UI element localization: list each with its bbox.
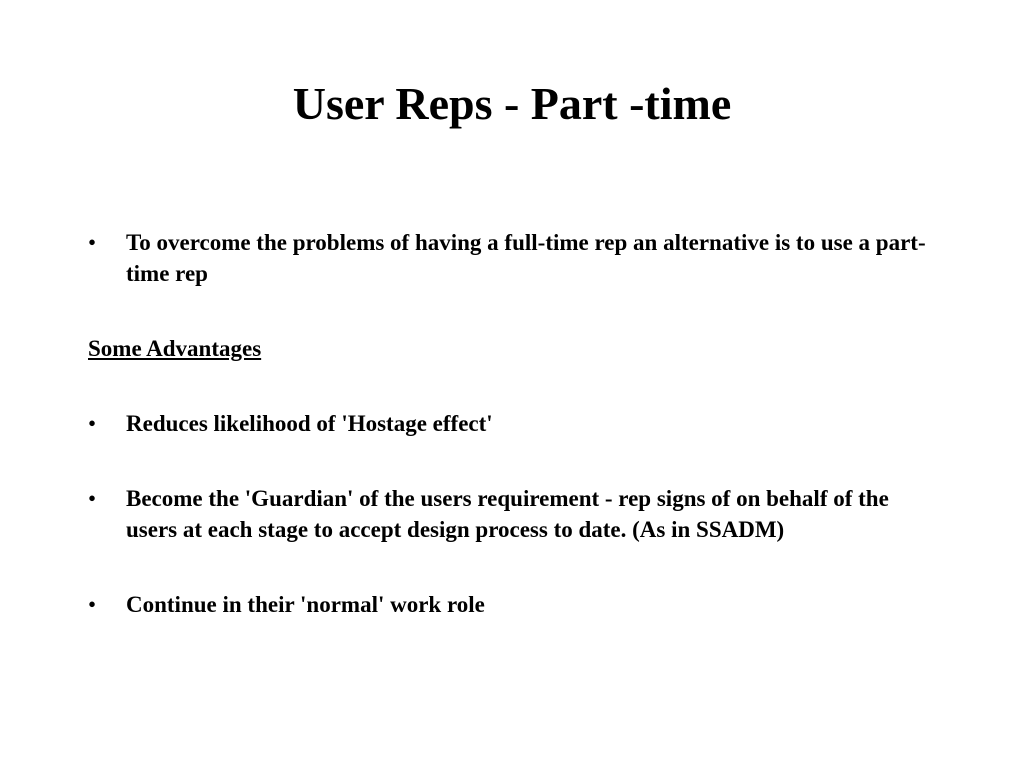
section-heading: Some Advantages	[88, 336, 262, 361]
bullet-item	[88, 589, 938, 620]
bullet-text: Continue in their 'normal' work role	[126, 592, 485, 617]
slide-title: User Reps - Part -time	[292, 78, 732, 129]
bullet-icon: •	[88, 230, 97, 255]
bullet-text: Reduces likelihood of 'Hostage effect'	[126, 411, 493, 436]
bullet-icon: •	[88, 486, 97, 511]
slide-content	[88, 227, 938, 620]
bullet-item	[88, 408, 938, 439]
bullet-text: Become the 'Guardian' of the users requirement - rep signs of on behalf of the users at each stage to accept design process to date. (As in SSADM)	[126, 486, 889, 542]
bullet-item	[88, 227, 938, 289]
bullet-icon: •	[88, 411, 97, 436]
bullet-text: To overcome the problems of having a full-time rep an alternative is to use a part-time rep	[126, 230, 926, 286]
bullet-icon: •	[88, 592, 97, 617]
bullet-item	[88, 483, 938, 545]
